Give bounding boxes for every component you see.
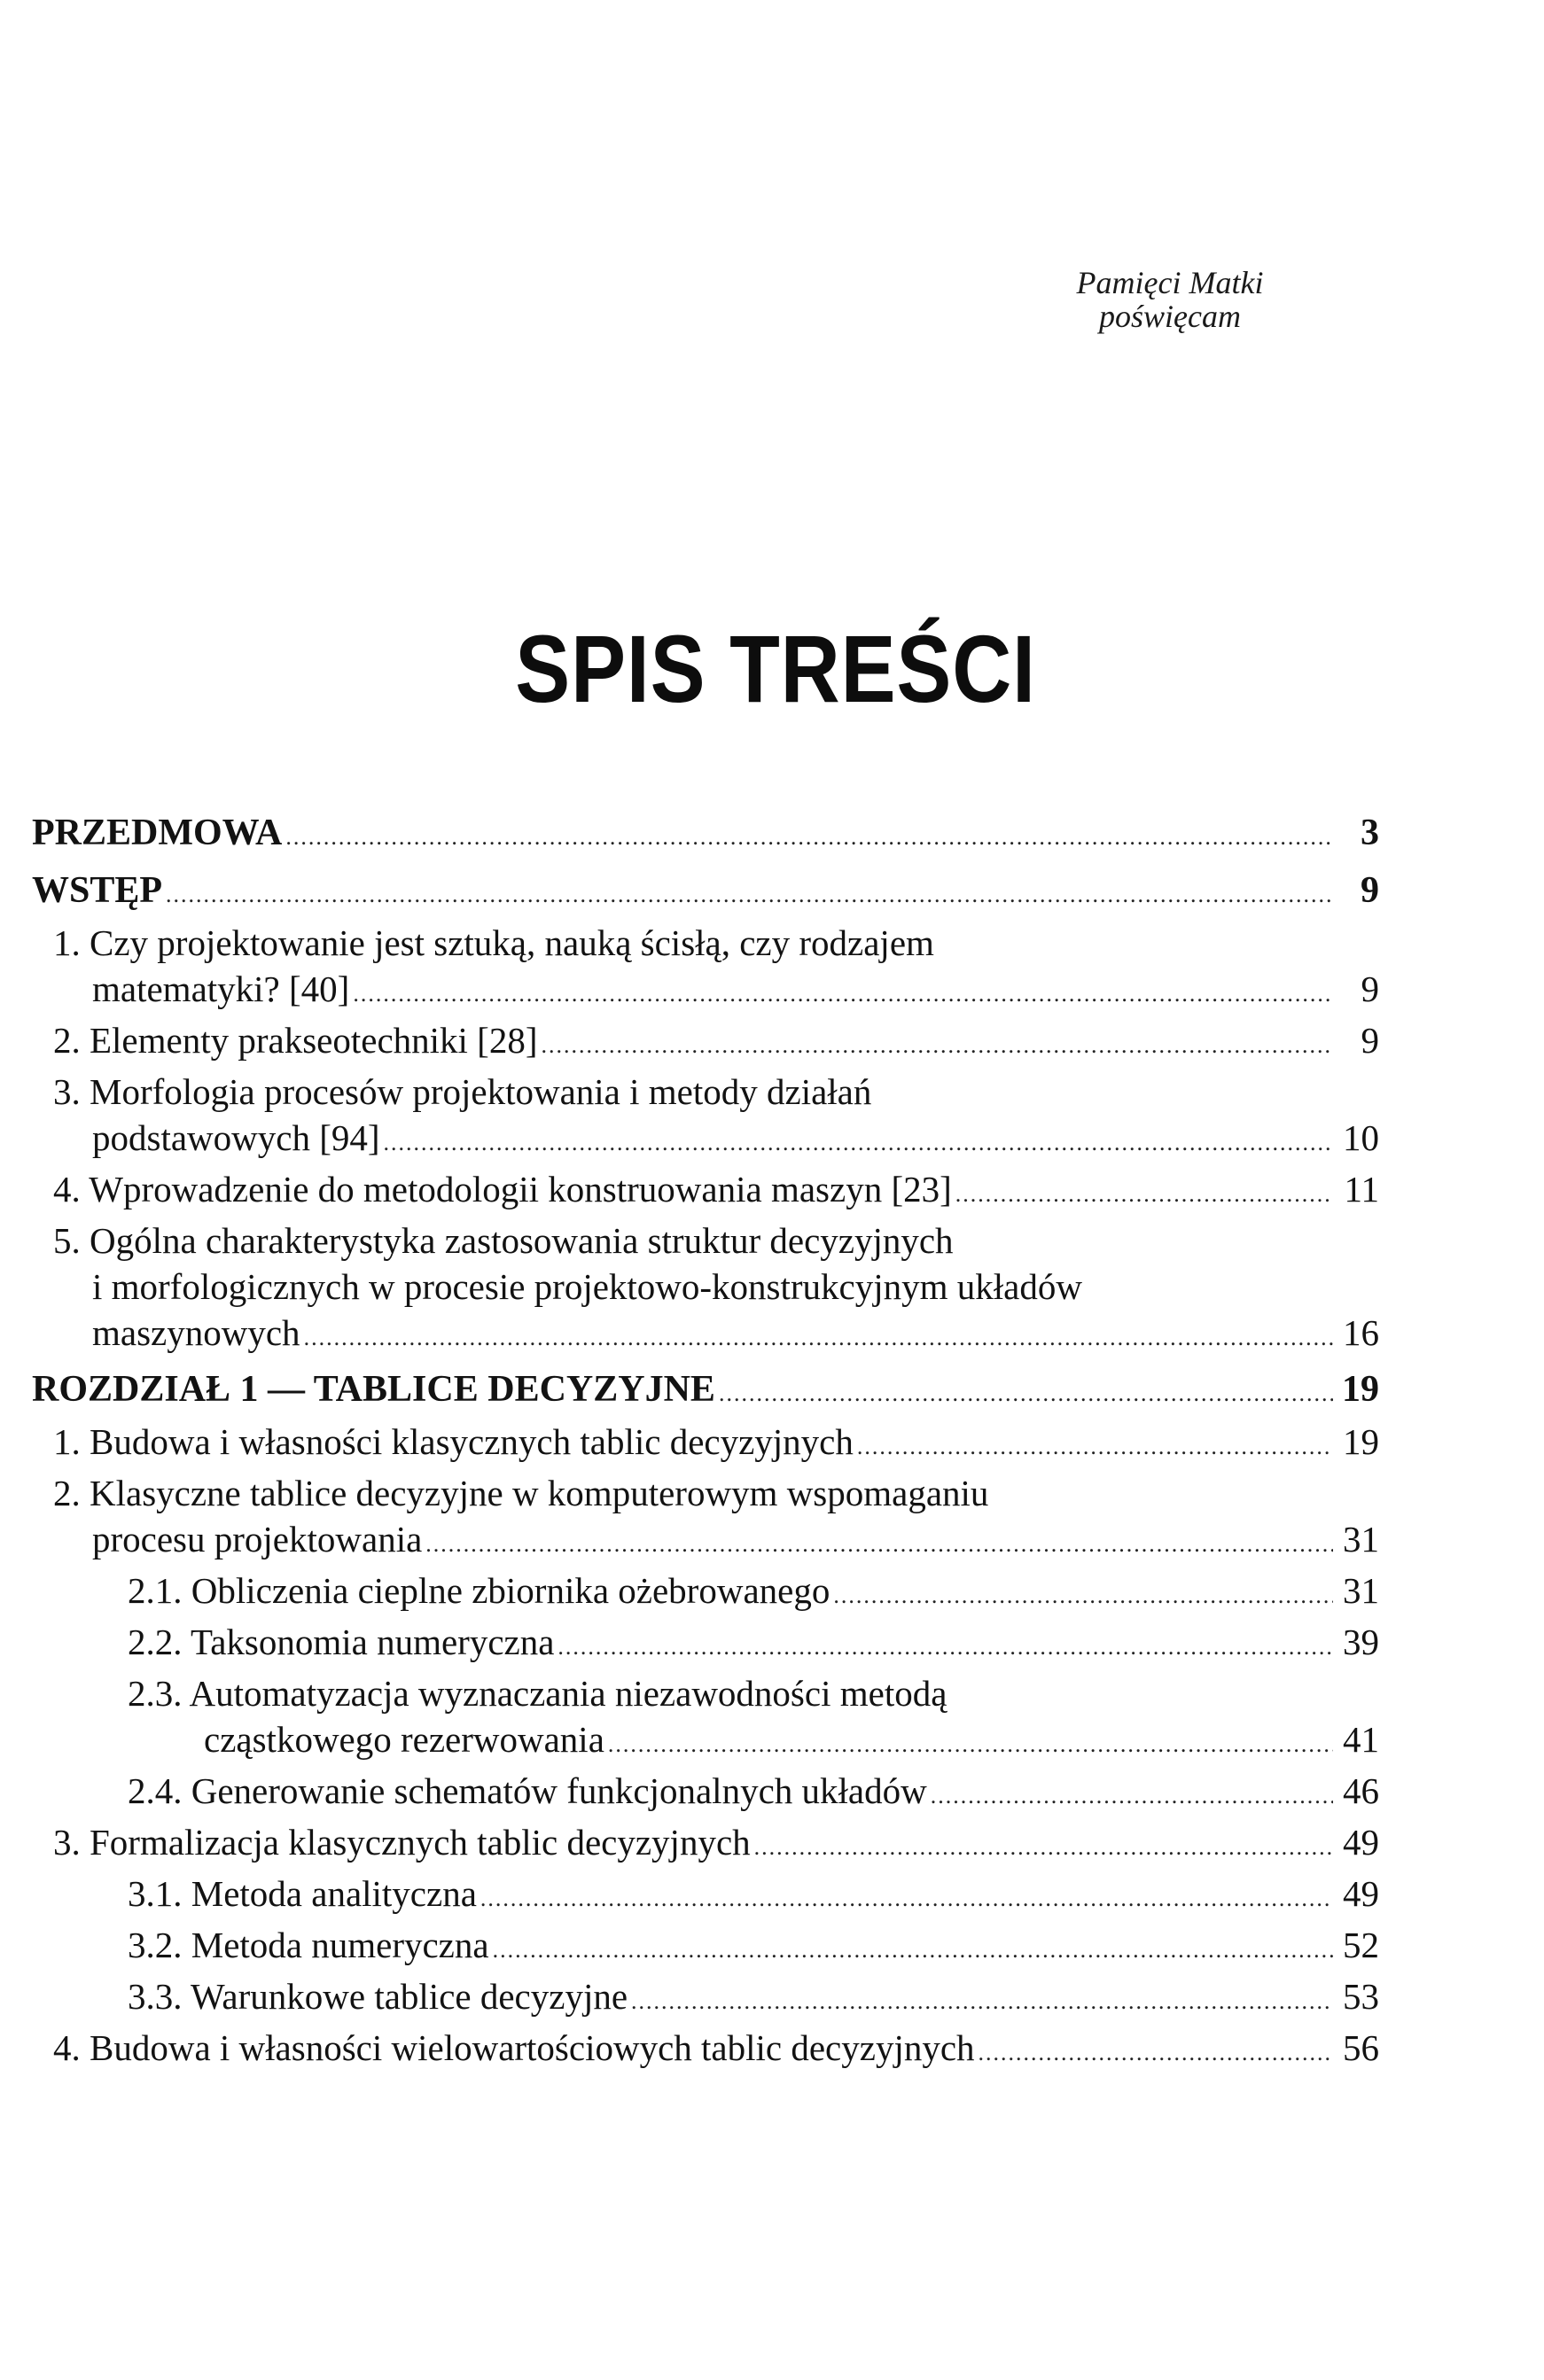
dot-leader <box>754 1824 1333 1871</box>
toc-entry-text: matematyki? [40] <box>92 968 350 1009</box>
toc-entry <box>32 1217 1379 1361</box>
dot-leader <box>631 1979 1333 2025</box>
toc-entry-text: PRZEDMOWA <box>32 813 283 853</box>
dot-leader <box>480 1876 1333 1922</box>
toc-entry-text: podstawowych [94] <box>92 1117 380 1158</box>
toc-entry <box>32 1069 1379 1166</box>
toc-entry-text: WSTĘP <box>32 870 163 911</box>
toc-entry-text: 1. Budowa i własności klasycznych tablic decyzyjnych <box>53 1421 854 1462</box>
toc-page-number: 56 <box>1343 2027 1379 2068</box>
toc-entry <box>32 808 1379 862</box>
toc-entry-text: 2.2. Taksonomia numeryczna <box>128 1622 555 1662</box>
dot-leader <box>608 1722 1333 1768</box>
toc-entry-text: ROZDZIAŁ 1 — TABLICE DECYZYJNE <box>32 1369 715 1410</box>
toc-entry-text: 3.2. Metoda numeryczna <box>128 1925 489 1965</box>
toc-page-number: 16 <box>1343 1312 1379 1353</box>
toc-entry-text: 2. Klasyczne tablice decyzyjne w komputerowym wspomaganiu <box>53 1473 989 1513</box>
toc-entry-text: 2.3. Automatyzacja wyznaczania niezawodności metodą <box>128 1673 947 1714</box>
toc-entry-text: maszynowych <box>92 1312 300 1353</box>
dot-leader <box>304 1315 1333 1361</box>
toc-entry-text: 3.3. Warunkowe tablice decyzyjne <box>128 1976 628 2017</box>
toc-entry <box>32 1922 1379 1973</box>
toc-entry <box>32 1470 1379 1567</box>
toc-entry-text: 4. Budowa i własności wielowartościowych tablic decyzyjnych <box>53 2027 975 2068</box>
toc-page-number: 49 <box>1343 1873 1379 1914</box>
toc-page-number: 11 <box>1344 1169 1379 1209</box>
toc-entry-text: cząstkowego rezerwowania <box>204 1719 604 1760</box>
toc-entry <box>32 1819 1379 1871</box>
toc-entry <box>32 1017 1379 1069</box>
toc-entry <box>32 1670 1379 1768</box>
dedication-line-1: Pamięci Matki <box>1076 265 1264 300</box>
toc-page-number: 9 <box>1361 1020 1379 1061</box>
toc-entry-text: 2.4. Generowanie schematów funkcjonalnych układów <box>128 1770 927 1811</box>
dot-leader <box>857 1424 1333 1470</box>
dot-leader <box>493 1927 1333 1973</box>
dedication <box>1028 266 1312 333</box>
dot-leader <box>558 1624 1333 1670</box>
toc-entry-text: 2. Elementy prakseotechniki [28] <box>53 1020 538 1061</box>
toc-page-number: 9 <box>1361 968 1379 1009</box>
toc-page-number: 31 <box>1343 1519 1379 1559</box>
toc-entry-text: 3. Formalizacja klasycznych tablic decyzyjnych <box>53 1822 751 1863</box>
dot-leader <box>955 1171 1333 1217</box>
toc-entry-text: i morfologicznych w procesie projektowo-konstrukcyjnym układów <box>92 1266 1082 1307</box>
toc-page-number: 39 <box>1343 1622 1379 1662</box>
toc-entry <box>32 1871 1379 1922</box>
toc-page-number: 41 <box>1343 1719 1379 1760</box>
dedication-line-2: poświęcam <box>1099 299 1241 334</box>
toc-entry-text: 4. Wprowadzenie do metodologii konstruowania maszyn [23] <box>53 1169 952 1209</box>
toc-page-number: 31 <box>1343 1570 1379 1611</box>
dot-leader <box>833 1573 1333 1619</box>
toc-page-number: 52 <box>1343 1925 1379 1965</box>
toc-entry <box>32 2025 1379 2076</box>
dot-leader <box>166 870 1333 920</box>
toc-page-number: 19 <box>1343 1421 1379 1462</box>
toc-entry <box>32 920 1379 1017</box>
toc-page-number: 10 <box>1343 1117 1379 1158</box>
toc-entry <box>32 1567 1379 1619</box>
toc-entry-text: 3. Morfologia procesów projektowania i metody działań <box>53 1071 872 1112</box>
toc-page-number: 49 <box>1343 1822 1379 1863</box>
toc-entry <box>32 1619 1379 1670</box>
toc-page-number: 46 <box>1343 1770 1379 1811</box>
toc-entry <box>32 1419 1379 1470</box>
toc-entry <box>32 866 1379 920</box>
toc-entry-text: 5. Ogólna charakterystyka zastosowania struktur decyzyjnych <box>53 1220 954 1261</box>
dot-leader <box>542 1023 1334 1069</box>
dot-leader <box>719 1369 1333 1419</box>
toc-entry <box>32 1768 1379 1819</box>
toc-entry <box>32 1166 1379 1217</box>
dot-leader <box>285 813 1333 862</box>
dot-leader <box>425 1521 1333 1567</box>
dot-leader <box>384 1120 1333 1166</box>
dot-leader <box>979 2030 1333 2076</box>
dot-leader <box>353 971 1333 1017</box>
toc-entry-text: 1. Czy projektowanie jest sztuką, nauką ścisłą, czy rodzajem <box>53 922 934 963</box>
toc-entry-text: procesu projektowania <box>92 1519 423 1559</box>
toc-page-number: 9 <box>1361 870 1379 911</box>
table-of-contents <box>32 805 1379 2076</box>
toc-page-number: 19 <box>1342 1369 1379 1410</box>
toc-entry-text: 2.1. Obliczenia cieplne zbiornika ożebrowanego <box>128 1570 830 1611</box>
dot-leader <box>931 1773 1333 1819</box>
toc-page-number: 3 <box>1361 813 1379 853</box>
toc-entry <box>32 1365 1379 1419</box>
toc-entry <box>32 1973 1379 2025</box>
page-title: SPIS TREŚCI <box>515 615 1036 722</box>
toc-entry-text: 3.1. Metoda analityczna <box>128 1873 477 1914</box>
toc-page-number: 53 <box>1343 1976 1379 2017</box>
